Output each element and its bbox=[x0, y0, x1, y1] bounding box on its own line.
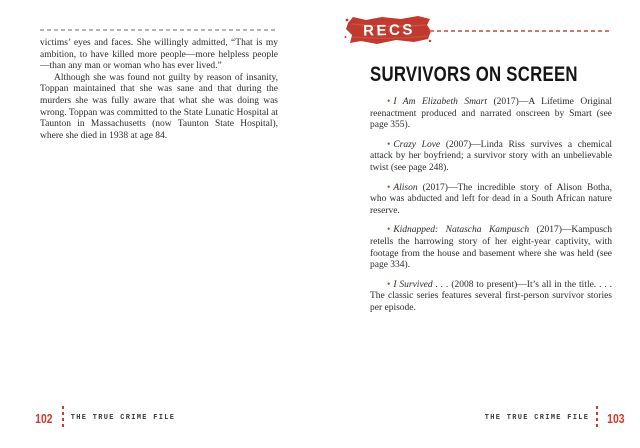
left-page-body-text bbox=[40, 38, 278, 142]
paragraph: victims’ eyes and faces. She willingly admitted, “That is my ambition, to have killed more people—more helpless people—than any man or woman who has ever lived.” bbox=[40, 38, 278, 72]
bullet-icon: • bbox=[387, 225, 391, 236]
badge-label: RECS bbox=[362, 21, 416, 40]
right-page-footer bbox=[485, 406, 627, 430]
bullet-icon: • bbox=[387, 182, 391, 193]
item-title: Crazy Love bbox=[393, 139, 441, 150]
bullet-icon: • bbox=[387, 139, 391, 150]
list-item bbox=[370, 280, 612, 315]
page-number: 102 bbox=[35, 410, 53, 426]
list-item bbox=[370, 225, 612, 271]
item-description: (2008 to present)—It’s all in the title. . . . The classic series features several first-person survivor stories per episode. bbox=[370, 279, 612, 313]
item-description: (2007)—Linda Riss survives a chemical attack by her boyfriend; a survivor story with an unbelievable twist (see page 248). bbox=[370, 139, 612, 173]
bullet-icon: • bbox=[387, 97, 391, 107]
list-item bbox=[370, 183, 612, 218]
left-page-top-dashed-rule bbox=[40, 29, 278, 31]
item-title: I Survived . . . bbox=[393, 279, 449, 290]
paragraph: Although she was found not guilty by reason of insanity, Toppan maintained that she was sane and that during the murders she was fully aware that what she was doing was wrong. Toppan was committed to the State Lunatic Hospital at Taunton in Massachusetts (now Taunton State Hospital), where she died in 1938 at age 84. bbox=[40, 72, 278, 141]
recommendations-list bbox=[370, 97, 612, 323]
page-number: 103 bbox=[607, 410, 625, 426]
item-title: Kidnapped: Natascha Kampusch bbox=[393, 225, 530, 236]
footer-dashed-divider bbox=[596, 406, 598, 430]
item-description: (2017)—A Lifetime Original reenactment produced and narrated onscreen by Smart (see page 355). bbox=[370, 97, 612, 131]
item-description: (2017)—The incredible story of Alison Botha, who was abducted and left for dead in a South African nature reserve. bbox=[370, 182, 612, 216]
bullet-icon: • bbox=[387, 279, 391, 290]
footer-dashed-divider bbox=[62, 406, 64, 430]
list-item bbox=[370, 140, 612, 175]
left-page-footer bbox=[33, 406, 175, 430]
running-footer-title: THE TRUE CRIME FILE bbox=[484, 414, 590, 422]
item-title: I Am Elizabeth Smart bbox=[393, 97, 488, 107]
section-heading: SURVIVORS ON SCREEN bbox=[370, 63, 578, 86]
item-description: (2017)—Kampusch retells the harrowing story of her eight-year captivity, with footage from the house and basement where she was held (see page 334). bbox=[370, 225, 612, 271]
badge-dashed-rule bbox=[430, 30, 612, 32]
recs-stamp-badge bbox=[344, 15, 432, 45]
stamp-icon bbox=[344, 15, 432, 45]
list-item bbox=[370, 97, 612, 132]
running-footer-title: THE TRUE CRIME FILE bbox=[70, 414, 176, 422]
item-title: Alison bbox=[393, 182, 418, 193]
